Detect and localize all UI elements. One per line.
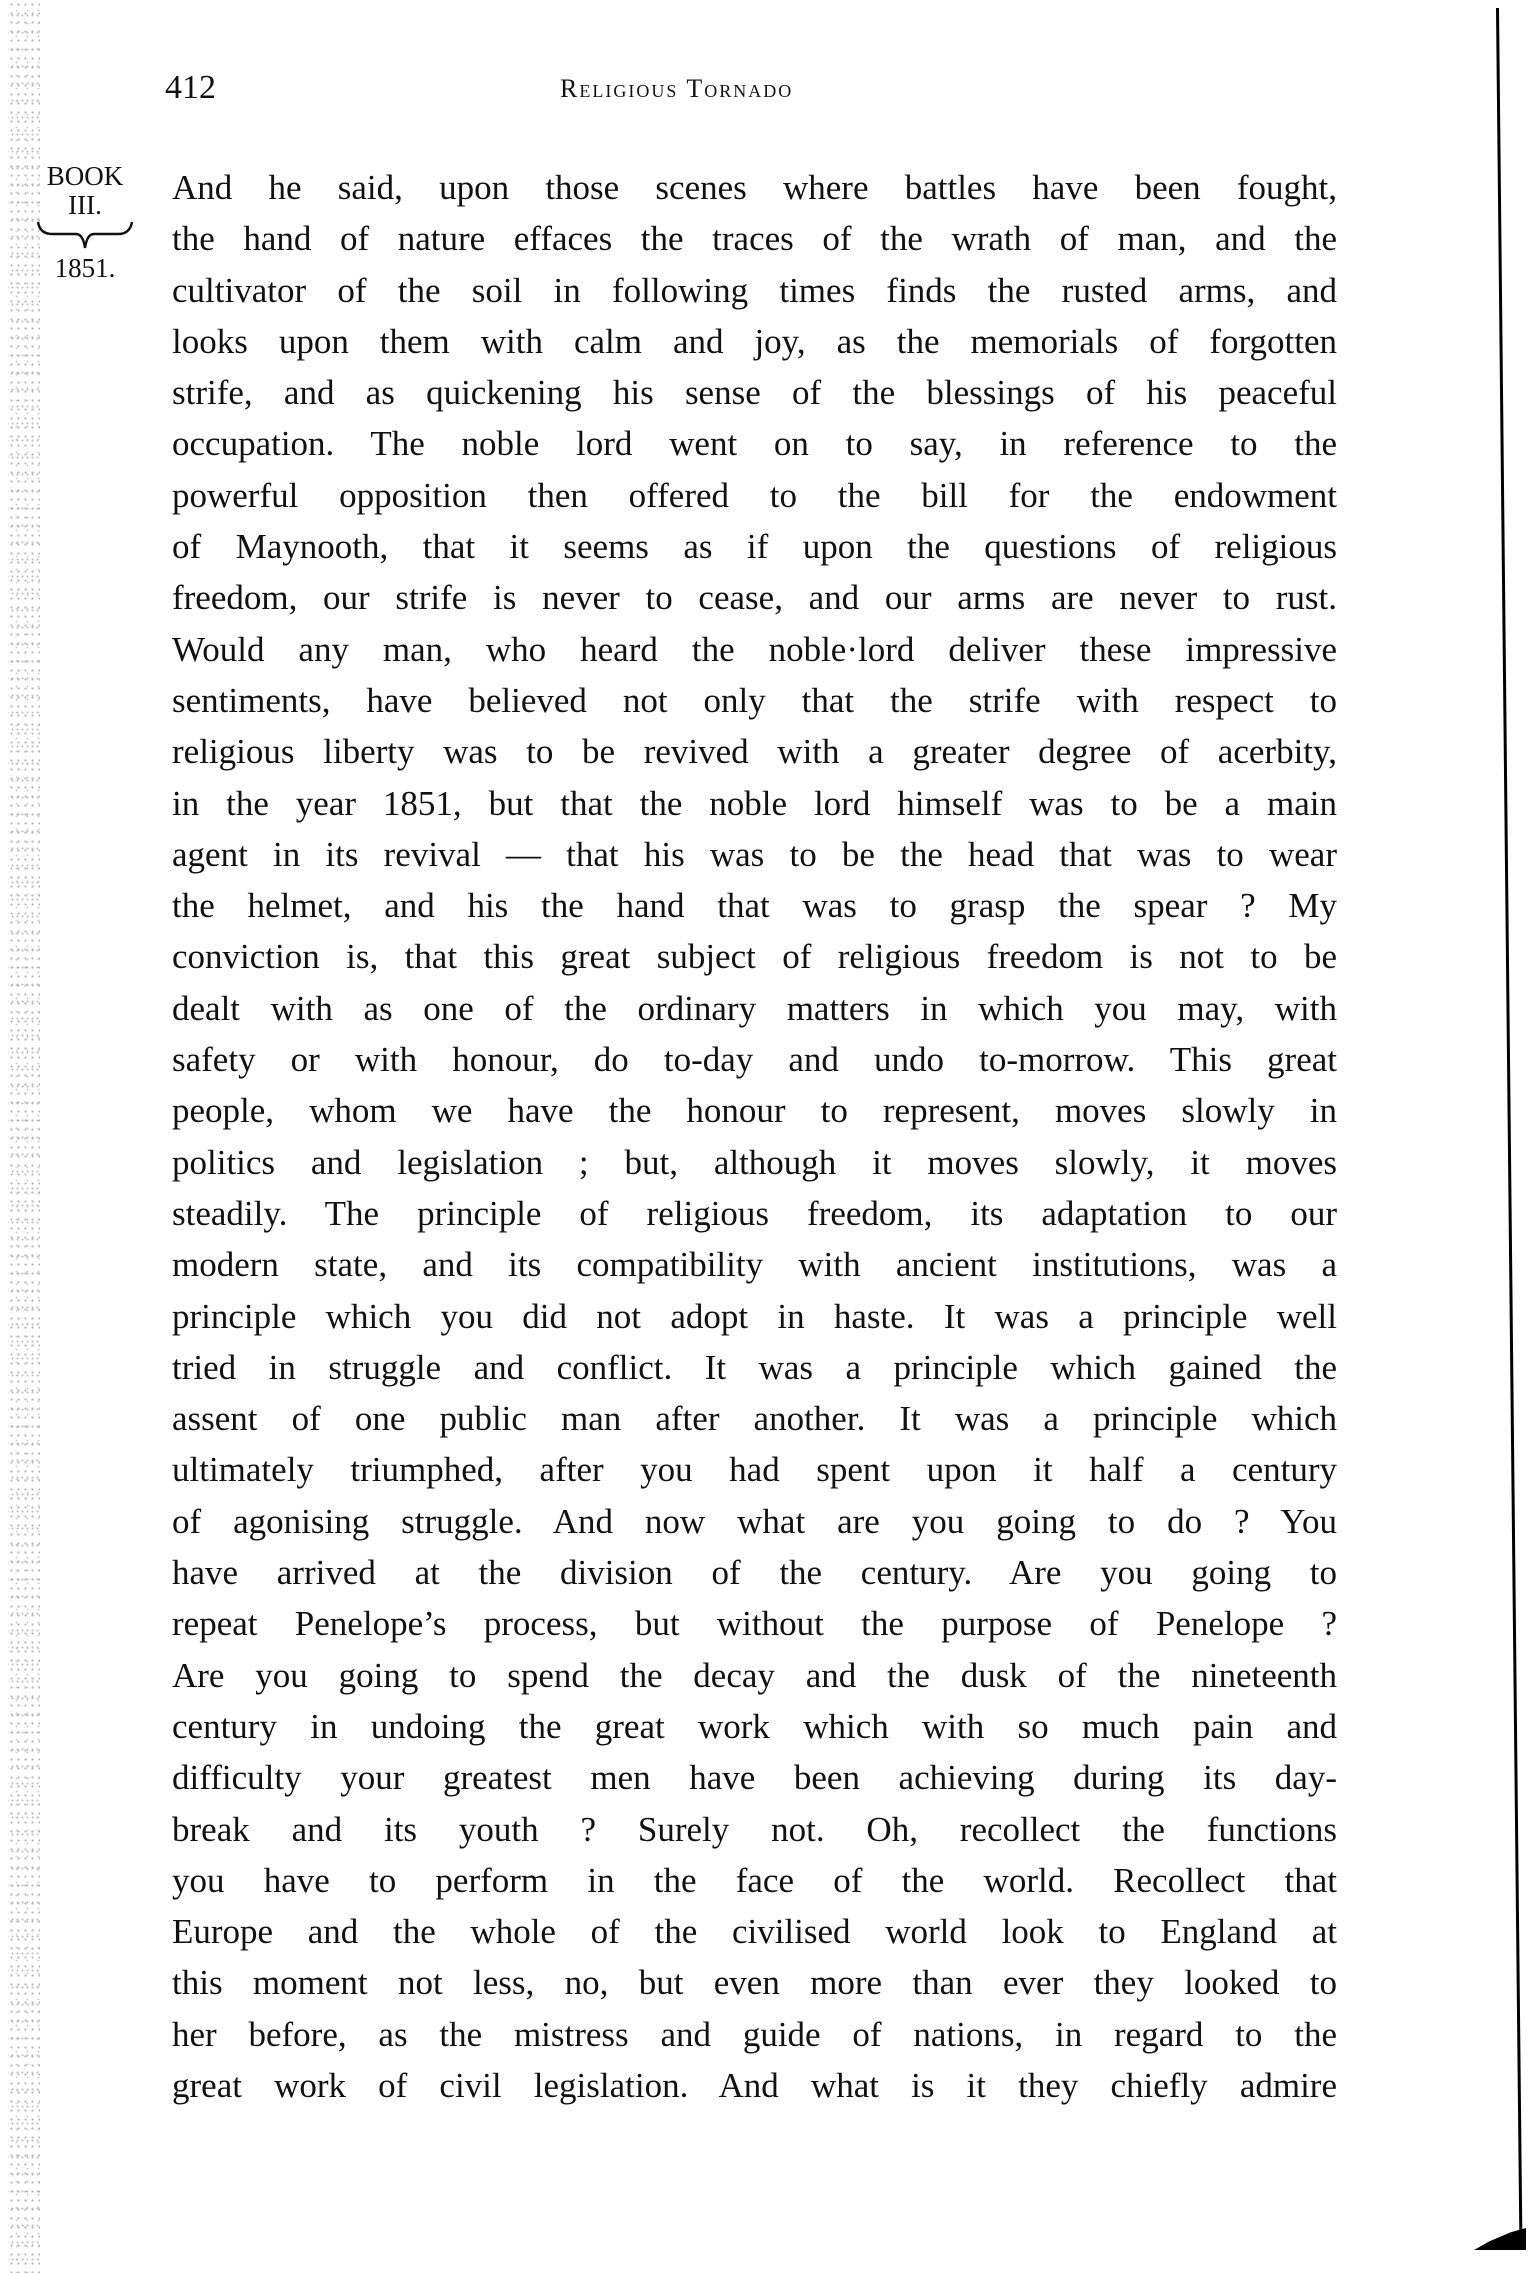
text-line: century in undoing the great work which with so much pain and (172, 1706, 1337, 1746)
text-line: great work of civil legislation. And what is it they chiefly admire (172, 2065, 1337, 2105)
page-edge-rule (1496, 8, 1522, 2248)
text-line: her before, as the mistress and guide of nations, in regard to the (172, 2014, 1337, 2054)
text-line: politics and legislation ; but, although it moves slowly, it moves (172, 1142, 1337, 1182)
text-line: have arrived at the division of the century. Are you going to (172, 1553, 1337, 1593)
text-line: occupation. The noble lord went on to say, in reference to the (172, 424, 1337, 464)
text-line: Europe and the whole of the civilised world look to England at (172, 1912, 1337, 1952)
text-line: modern state, and its compatibility with ancient institutions, was a (172, 1245, 1337, 1285)
scan-corner-shadow (1474, 2228, 1526, 2250)
sidenote-volume: III. (68, 190, 102, 220)
text-line: in the year 1851, but that the noble lord himself was to be a main (172, 783, 1337, 823)
text-line: freedom, our strife is never to cease, and our arms are never to rust. (172, 578, 1337, 618)
text-line: Are you going to spend the decay and the dusk of the nineteenth (172, 1655, 1337, 1695)
text-line: difficulty your greatest men have been achieving during its day- (172, 1758, 1337, 1798)
text-line: conviction is, that this great subject of religious freedom is not to be (172, 937, 1337, 977)
body-text (172, 162, 1337, 2111)
text-line: this moment not less, no, but even more than ever they looked to (172, 1963, 1337, 2003)
text-line: ultimately triumphed, after you had spent upon it half a century (172, 1450, 1337, 1490)
text-line: dealt with as one of the ordinary matters in which you may, with (172, 988, 1337, 1028)
running-title: Religious Tornado (560, 74, 794, 103)
text-line: break and its youth ? Surely not. Oh, recollect the functions (172, 1809, 1337, 1849)
text-line: tried in struggle and conflict. It was a principle which gained the (172, 1347, 1337, 1387)
text-line: cultivator of the soil in following times finds the rusted arms, and (172, 270, 1337, 310)
sidenote-year: 1851. (54, 253, 116, 283)
text-line: repeat Penelope’s process, but without the purpose of Penelope ? (172, 1604, 1337, 1644)
text-line: strife, and as quickening his sense of the blessings of his peaceful (172, 373, 1337, 413)
running-head (165, 68, 1335, 108)
text-line: of Maynooth, that it seems as if upon the questions of religious (172, 527, 1337, 567)
text-line: Would any man, who heard the noble·lord deliver these impressive (172, 629, 1337, 669)
text-line: assent of one public man after another. It was a principle which (172, 1399, 1337, 1439)
scan-gutter-speckles (8, 0, 40, 2273)
text-line: religious liberty was to be revived with a greater degree of acerbity, (172, 732, 1337, 772)
margin-sidenote (30, 160, 140, 284)
text-line: powerful opposition then offered to the bill for the endowment (172, 475, 1337, 515)
text-line: the hand of nature effaces the traces of the wrath of man, and the (172, 219, 1337, 259)
text-line: people, whom we have the honour to represent, moves slowly in (172, 1091, 1337, 1131)
text-line: safety or with honour, do to-day and undo to-morrow. This great (172, 1040, 1337, 1080)
text-line: sentiments, have believed not only that the strife with respect to (172, 680, 1337, 720)
page-number: 412 (165, 69, 216, 106)
text-line: you have to perform in the face of the world. Recollect that (172, 1860, 1337, 1900)
text-line: agent in its revival — that his was to be the head that was to wear (172, 834, 1337, 874)
sidenote-book: BOOK (46, 161, 124, 191)
text-line: looks upon them with calm and joy, as the memorials of forgotten (172, 321, 1337, 361)
text-line: principle which you did not adopt in haste. It was a principle well (172, 1296, 1337, 1336)
brace-icon (30, 218, 140, 252)
text-line: the helmet, and his the hand that was to grasp the spear ? My (172, 886, 1337, 926)
text-line: And he said, upon those scenes where battles have been fought, (172, 168, 1337, 207)
text-line: steadily. The principle of religious freedom, its adaptation to our (172, 1193, 1337, 1233)
text-line: of agonising struggle. And now what are you going to do ? You (172, 1501, 1337, 1541)
